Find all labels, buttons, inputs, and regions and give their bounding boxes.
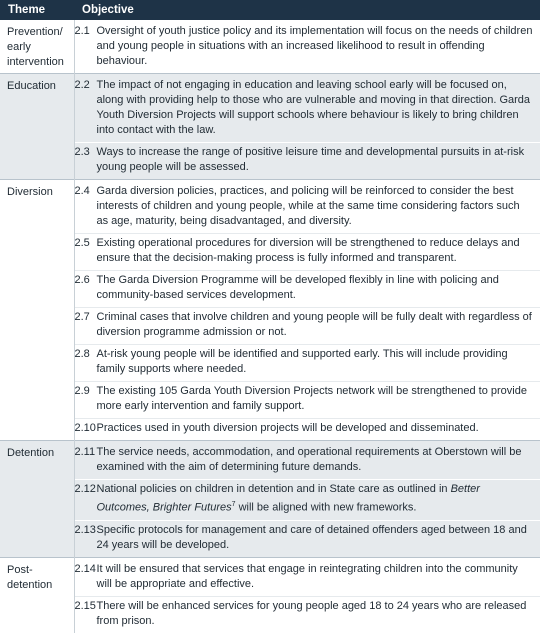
objective-text-part: National policies on children in detention and in State care as outlined in [97, 483, 451, 495]
objective-text: There will be enhanced services for young people aged 18 to 24 years who are released from prison. [97, 599, 535, 629]
objective-text: Garda diversion policies, practices, and policing will be reinforced to consider the best interests of children and young people, while at the same time considering factors such as age, maturity, being disadvantaged, and diversity. [97, 184, 535, 229]
objective-item [75, 418, 540, 440]
theme-post-detention: Post-detention [0, 557, 74, 633]
theme-education: Education [0, 74, 74, 180]
objective-item [75, 76, 540, 142]
objective-text: Ways to increase the range of positive leisure time and developmental pursuits in at-risk young people will be assessed. [97, 145, 535, 175]
header-objective: Objective [74, 0, 540, 20]
footnote-marker: 7 [232, 501, 236, 508]
objective-number: 2.7 [75, 310, 97, 340]
objectives-detention [74, 441, 540, 558]
objective-item [75, 22, 540, 73]
objective-item [75, 270, 540, 307]
objective-text: Oversight of youth justice policy and its implementation will focus on the needs of children and young people in situations with an increased likelihood to result in offending behaviour. [97, 24, 535, 69]
header-theme: Theme [0, 0, 74, 20]
objective-item [75, 479, 540, 520]
objective-text: The Garda Diversion Programme will be developed flexibly in line with policing and community-based services development. [97, 273, 535, 303]
table-row-education [0, 74, 540, 180]
objective-item [75, 520, 540, 557]
objective-text: The existing 105 Garda Youth Diversion Projects network will be strengthened to provide more early intervention and family support. [97, 384, 535, 414]
objective-text: The service needs, accommodation, and operational requirements at Oberstown will be examined with the aim of determining future demands. [97, 445, 535, 475]
objective-number: 2.6 [75, 273, 97, 303]
objective-text: At-risk young people will be identified and supported early. This will include providing family supports where needed. [97, 347, 535, 377]
objective-text: Practices used in youth diversion projects will be developed and disseminated. [97, 421, 535, 436]
objectives-diversion [74, 180, 540, 441]
table-row-diversion [0, 180, 540, 441]
objective-item [75, 596, 540, 633]
objective-number: 2.1 [75, 24, 97, 69]
objective-number: 2.5 [75, 236, 97, 266]
table-row-prevention [0, 20, 540, 74]
objective-text-part: will be aligned with new frameworks. [236, 502, 417, 514]
table-row-detention [0, 441, 540, 558]
objective-item [75, 344, 540, 381]
objective-number: 2.4 [75, 184, 97, 229]
objective-text: Criminal cases that involve children and young people will be fully dealt with regardless of diversion programme admission or not. [97, 310, 535, 340]
objective-text: Specific protocols for management and care of detained offenders aged between 18 and 24 years will be developed. [97, 523, 535, 553]
objective-item [75, 307, 540, 344]
objective-item [75, 381, 540, 418]
objective-item [75, 142, 540, 179]
objective-number: 2.9 [75, 384, 97, 414]
theme-prevention: Prevention/ early intervention [0, 20, 74, 74]
objective-number: 2.3 [75, 145, 97, 175]
objective-number: 2.12 [75, 482, 97, 516]
theme-diversion: Diversion [0, 180, 74, 441]
objective-text: It will be ensured that services that engage in reintegrating children into the community will be appropriate and effective. [97, 562, 535, 592]
objectives-prevention [74, 20, 540, 74]
objective-number: 2.15 [75, 599, 97, 629]
objective-text [97, 482, 535, 516]
objective-item [75, 182, 540, 233]
objective-text: The impact of not engaging in education and leaving school early will be focused on, along with providing help to those who are vulnerable and moving in that direction. Garda Youth Diversion Projects will support schools where behaviour is likely to bring children into contact with the law. [97, 78, 535, 138]
objectives-education [74, 74, 540, 180]
objective-text: Existing operational procedures for diversion will be strengthened to reduce delays and ensure that the decision-making process is fully informed and transparent. [97, 236, 535, 266]
objective-item [75, 560, 540, 596]
objectives-post-detention [74, 557, 540, 633]
objective-number: 2.2 [75, 78, 97, 138]
objective-item [75, 233, 540, 270]
objective-number: 2.13 [75, 523, 97, 553]
table-row-post-detention [0, 557, 540, 633]
objective-number: 2.8 [75, 347, 97, 377]
theme-detention: Detention [0, 441, 74, 558]
objective-number: 2.10 [75, 421, 97, 436]
objective-number: 2.14 [75, 562, 97, 592]
publication-title: Better Outcomes, Brighter Futures [97, 483, 480, 514]
objective-item [75, 443, 540, 479]
objective-number: 2.11 [75, 445, 97, 475]
